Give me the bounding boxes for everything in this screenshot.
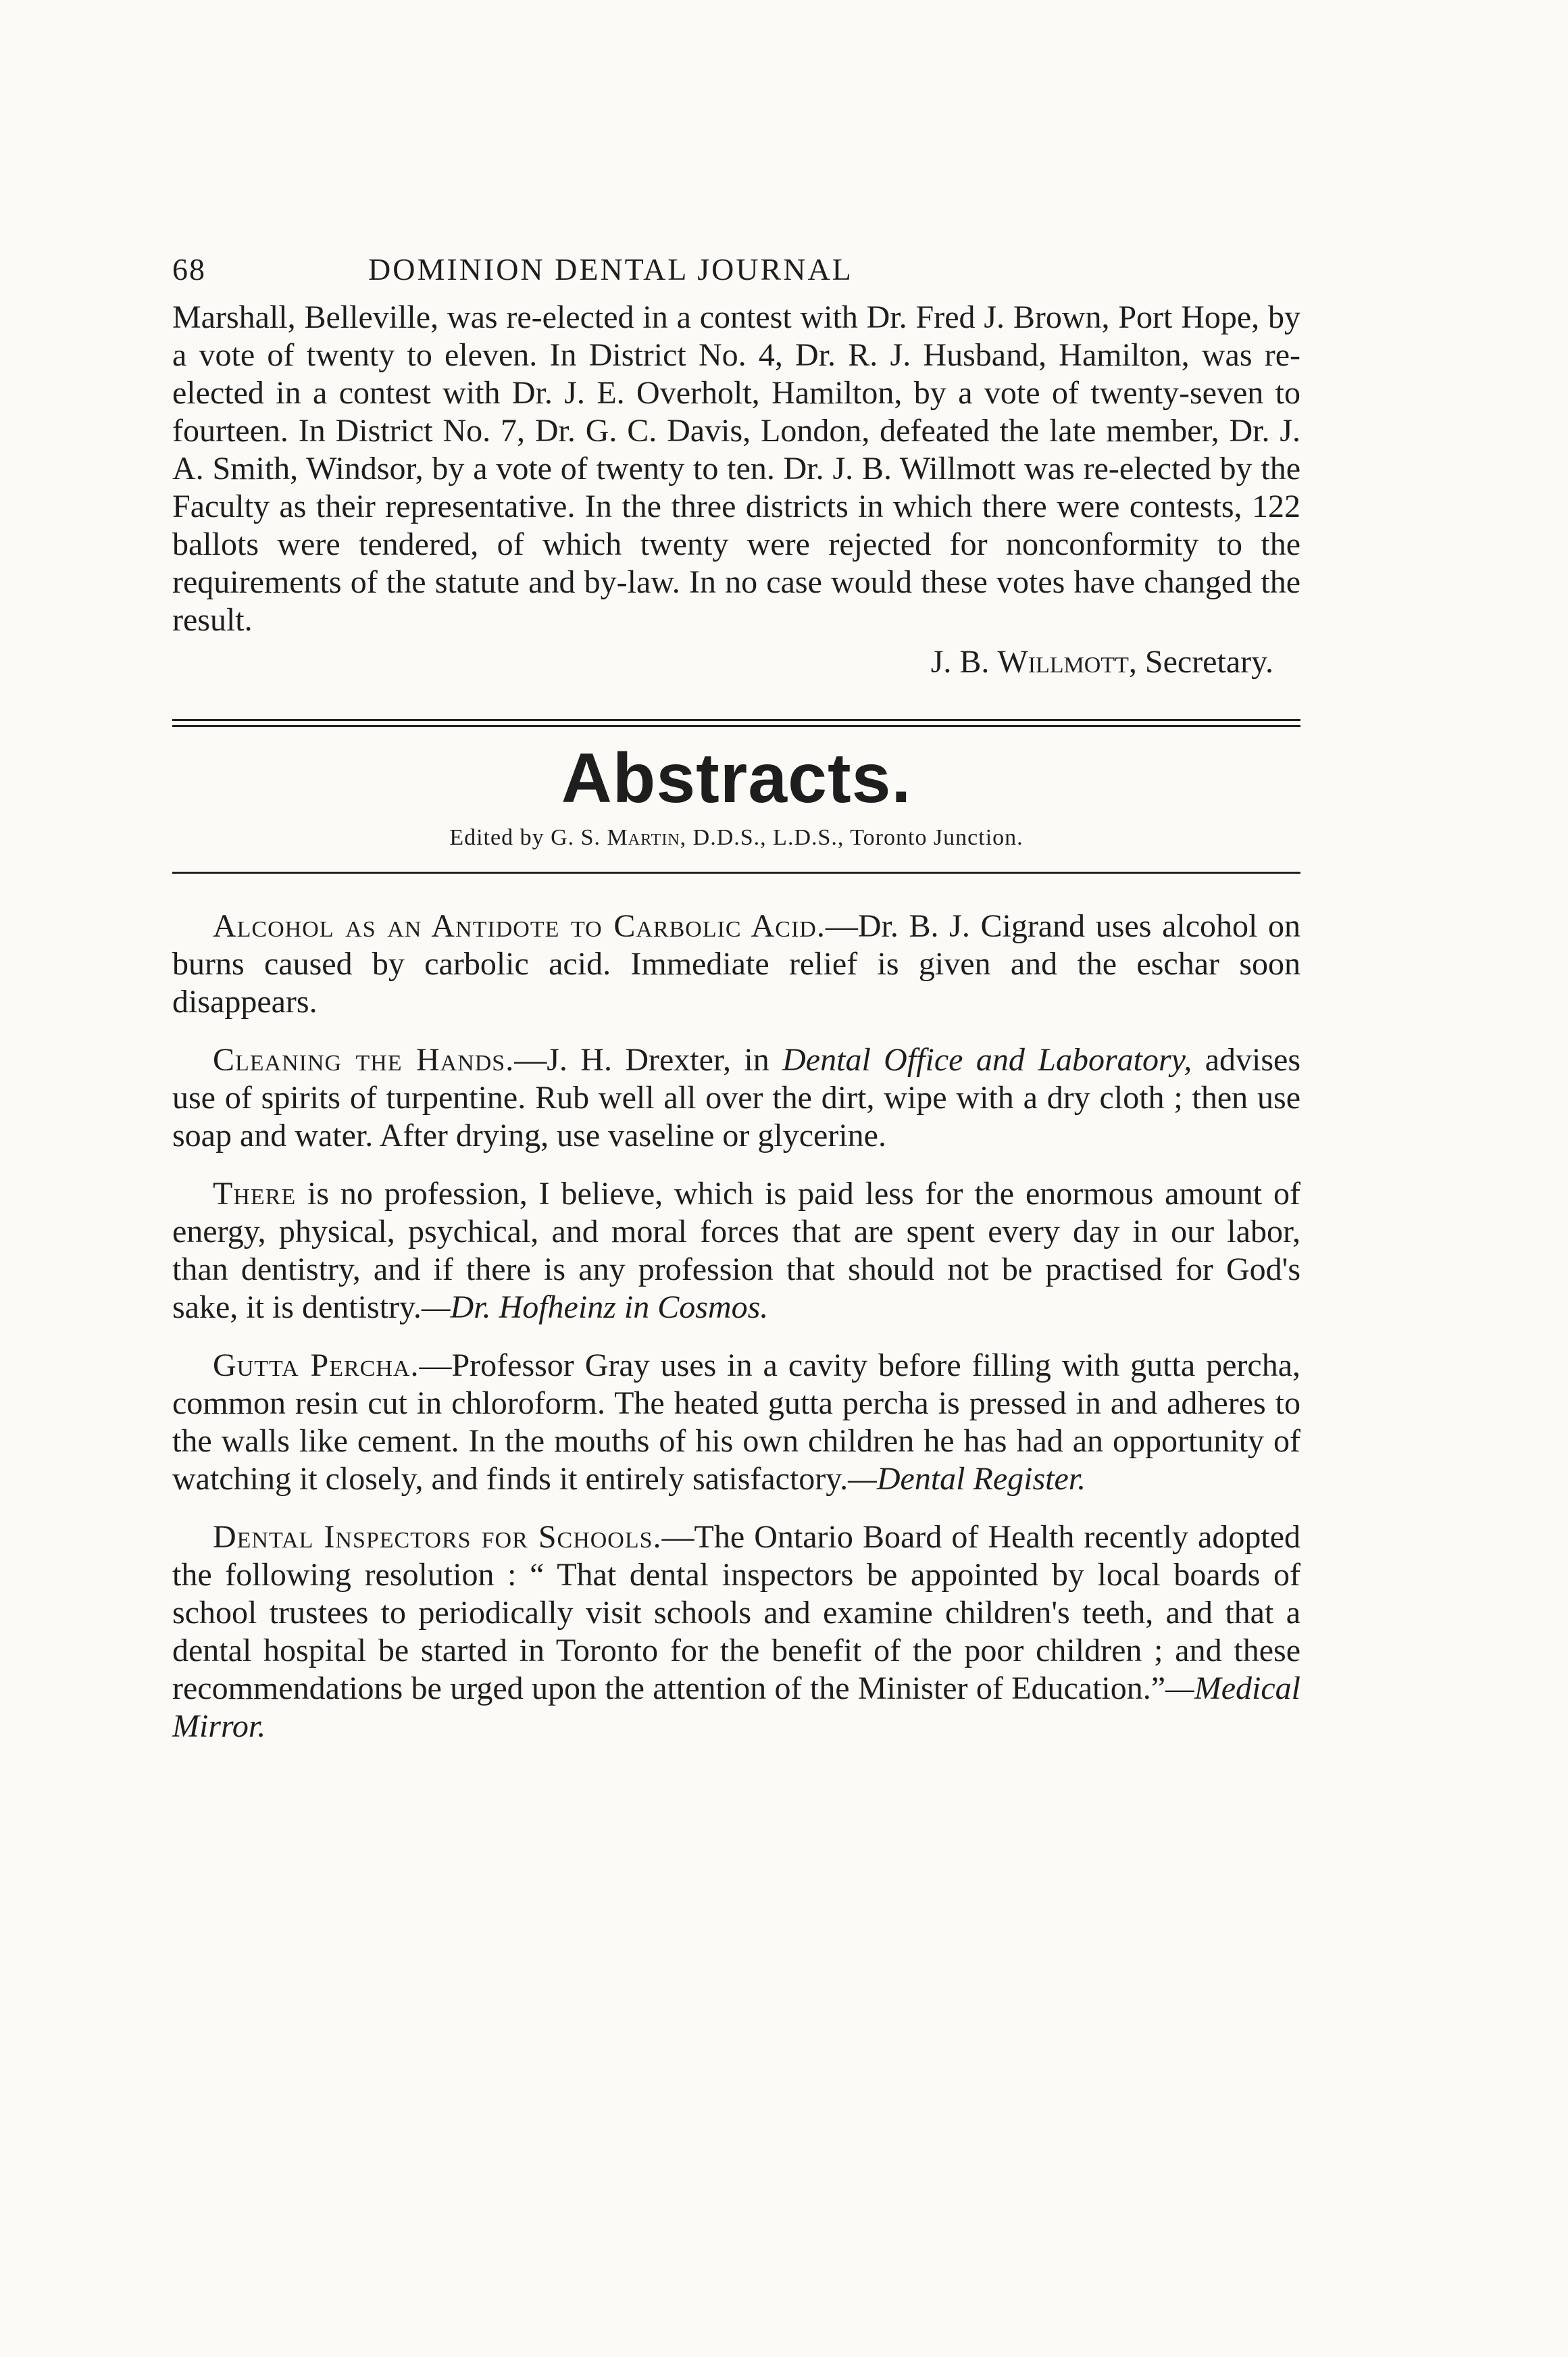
abstracts-list bbox=[172, 908, 1300, 1745]
letter-continuation: Marshall, Belleville, was re-elected in a contest with Dr. Fred J. Brown, Port Hope, by a vote of twenty to eleven. In District No. 4, Dr. R. J. Husband, Hamilton, was re-elected in a contest with Dr. J. E. Overholt, Hamilton, by a vote of twenty-seven to fourteen. In District No. 7, Dr. G. C. Davis, London, defeated the late member, Dr. J. A. Smith, Windsor, by a vote of twenty to ten. Dr. J. B. Willmott was re-elected by the Faculty as their representative. In the three districts in which there were contests, 122 ballots were tendered, of which twenty were rejected for nonconformity to the requirements of the statute and by-law. In no case would these votes have changed the result. bbox=[172, 299, 1300, 638]
section-divider bbox=[172, 719, 1300, 727]
abstract-body-continued: advises use of spirits of turpentine. Rub well all over the dirt, wipe with a dry cloth ; then use soap and water. After drying, use vaseline or glycerine. bbox=[172, 1042, 1300, 1153]
journal-page bbox=[172, 251, 1300, 1766]
abstract-heading: Alcohol as an Antidote to Carbolic Acid. bbox=[213, 908, 826, 944]
abstract-heading: There bbox=[213, 1176, 297, 1212]
abstract-source: —Medical Mirror. bbox=[172, 1670, 1300, 1744]
signature-initials: J. B. bbox=[930, 644, 990, 680]
abstract-body: is no profession, I believe, which is paid less for the enormous amount of energy, physical, psychical, and moral forces that are spent every day in our labor, than dentistry, and if there is any profession that should not be practised for God's sake, it is dentistry. bbox=[172, 1176, 1300, 1325]
editor-suffix: , D.D.S., L.D.S., Toronto Junction. bbox=[680, 825, 1023, 850]
abstract-item bbox=[172, 1518, 1300, 1745]
abstract-heading: Cleaning the Hands. bbox=[213, 1042, 515, 1078]
abstract-body: —J. H. Drexter, in bbox=[514, 1042, 783, 1078]
signature-name: Willmott bbox=[997, 644, 1129, 680]
abstract-item bbox=[172, 1175, 1300, 1326]
editor-credit bbox=[172, 823, 1300, 853]
abstract-body: —Dr. B. J. Cigrand uses alcohol on burns caused by carbolic acid. Immediate relief is given and the eschar soon disappears. bbox=[172, 908, 1300, 1020]
editor-name: Martin bbox=[607, 825, 680, 850]
abstract-source: —Dental Register. bbox=[848, 1461, 1086, 1497]
page-number: 68 bbox=[172, 252, 206, 287]
editor-prefix: Edited by G. S. bbox=[449, 825, 607, 850]
signature-role: , Secretary. bbox=[1128, 644, 1273, 680]
running-head bbox=[172, 251, 1300, 299]
letter-signature bbox=[172, 643, 1300, 681]
abstract-body: —Professor Gray uses in a cavity before filling with gutta percha, common resin cut in chloroform. The heated gutta percha is pressed in and adheres to the walls like cement. In the mouths of his own children he has had an opportunity of watching it closely, and finds it entirely satisfactory. bbox=[172, 1347, 1300, 1497]
abstract-source: —Dr. Hofheinz in Cosmos. bbox=[421, 1289, 769, 1325]
abstract-heading: Dental Inspectors for Schools. bbox=[213, 1519, 662, 1555]
title-underline bbox=[172, 872, 1300, 874]
section-title: Abstracts. bbox=[561, 739, 912, 818]
abstract-item bbox=[172, 908, 1300, 1021]
abstract-body: —The Ontario Board of Health recently adopted the following resolution : “ That dental inspectors be appointed by local boards of school trustees to periodically visit schools and examine children's teeth, and that a dental hospital be started in Toronto for the benefit of the poor children ; and these recommendations be urged upon the attention of the Minister of Education.” bbox=[172, 1519, 1301, 1706]
abstract-heading: Gutta Percha. bbox=[213, 1347, 420, 1383]
journal-title: DOMINION DENTAL JOURNAL bbox=[368, 252, 853, 287]
abstract-inline-source: Dental Office and Laboratory, bbox=[782, 1042, 1192, 1078]
abstract-item bbox=[172, 1041, 1300, 1155]
abstract-item bbox=[172, 1347, 1300, 1498]
